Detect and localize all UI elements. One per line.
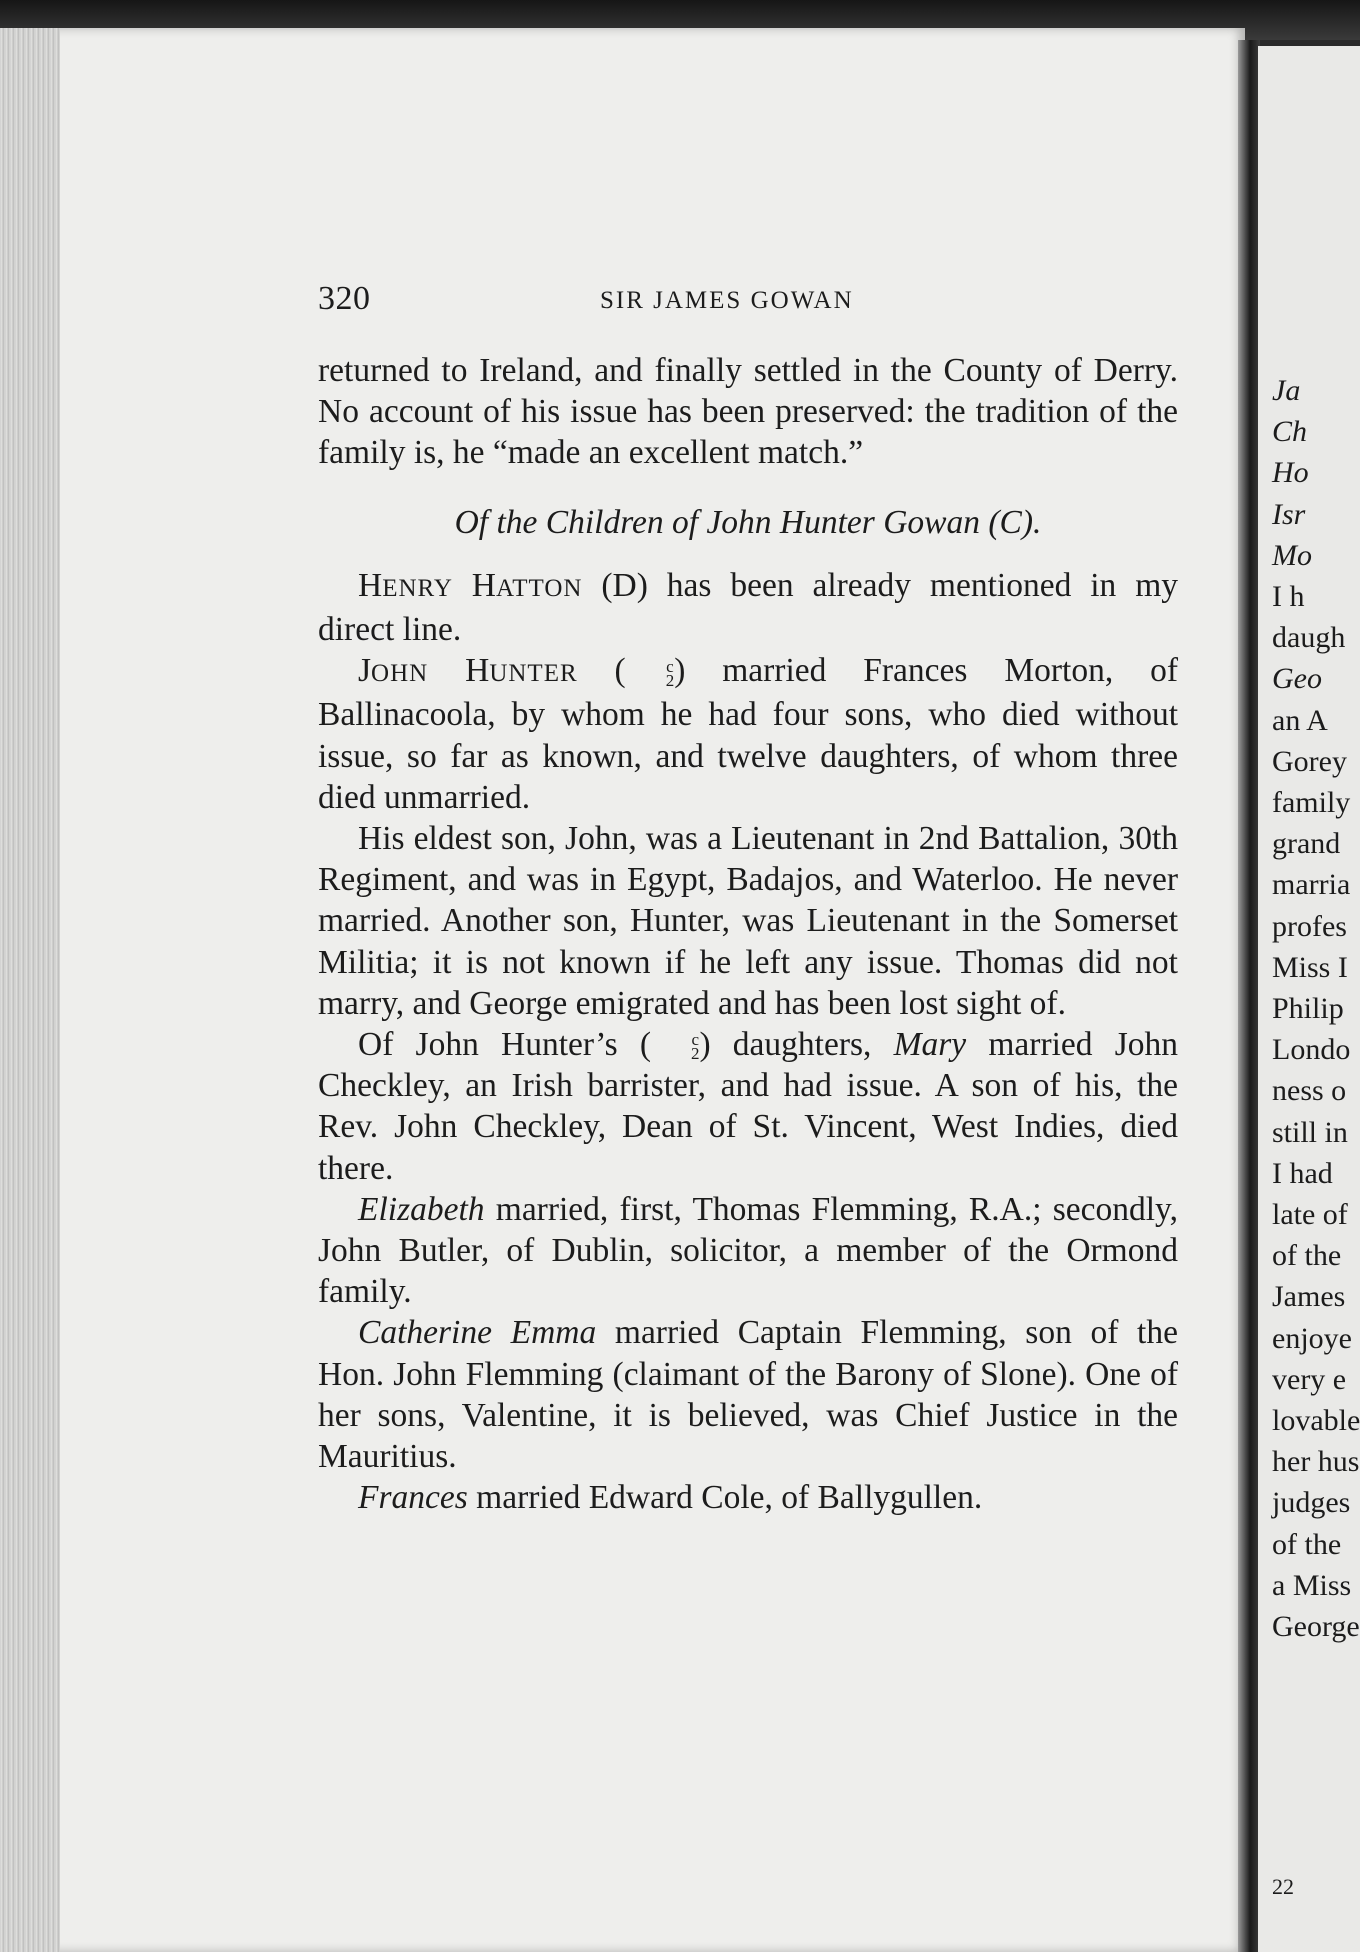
fraction-c-over-2: c 2 [665,656,675,690]
right-page-line: late of [1272,1198,1348,1231]
right-page-line: still in [1272,1115,1348,1149]
right-page-signature: 22 [1272,1874,1294,1899]
right-page-line: lovable [1272,1404,1360,1437]
right-page-line: profes [1272,909,1347,943]
right-page-line: very e [1272,1362,1347,1396]
section-subheading: Of the Children of John Hunter Gowan (C). [454,503,1042,541]
right-page-line: her hus [1272,1445,1360,1479]
right-page-line: marria [1272,868,1351,902]
right-page-line: George [1272,1610,1360,1643]
paragraph-elizabeth: Elizabeth married, first, Thomas Flemming, R.A.; secondly, John Butler, of Dublin, solicitor, a member of the Ormond family. [318,1190,1178,1311]
fraction-c-over-2: c 2 [690,1030,700,1064]
paragraph-henry-hatton: HENRY HATTON (D) has been already mentioned in my direct line. [318,566,1179,649]
paragraph-sons: His eldest son, John, was a Lieutenant in 2nd Battalion, 30th Regiment, and was in Egypt, Badajos, and Waterloo. He never married. Another son, Hunter, was Lieutenant in the Somerset Militia; it is not known if he left any issue. Thomas did not marry, and George emigrated and has been lost sight of. [318,820,1178,1022]
page-header [318,280,1178,326]
page-edges [0,28,60,1952]
paragraph-daughters: Of John Hunter’s ( c 2 ) daughters, Mary married John Checkley, an Irish barrister, and had issue. A son of his, the Rev. John Checkley, Dean of St. Vincent, West Indies, died there. [318,1026,1178,1187]
right-page-line: ness o [1272,1074,1347,1108]
right-page-line: Geo [1272,662,1322,696]
right-page-line: daugh [1272,621,1346,655]
paragraph-frances: Frances married Edward Cole, of Ballygullen. [358,1479,983,1517]
right-page-line: Isr [1272,497,1306,531]
right-page-line: of the [1272,1239,1342,1273]
paragraph-1: returned to Ireland, and finally settled in the County of Derry. No account of his issue has been preserved: the tradition of the family is, he “made an excellent match.” [318,352,1178,472]
right-page-line: Londo [1272,1033,1351,1067]
right-page-line: James [1272,1280,1346,1314]
right-page-line: judges [1272,1486,1351,1520]
right-page-line: Ch [1272,415,1308,449]
right-page-line: Ja [1272,374,1301,407]
right-page-line: of the [1272,1527,1342,1561]
right-page-line: I h [1272,580,1305,613]
paragraph-john-hunter: JOHN HUNTER ( c 2 ) married Frances Morton, of Ballinacoola, by whom he had four sons, who died without issue, so far as known, and twelve daughters, of whom three died unmarried. [318,652,1179,816]
right-page-line: Miss I [1272,950,1348,984]
right-page-line: a Miss [1272,1568,1352,1602]
right-page-line: family [1272,786,1351,819]
body-text [318,350,1178,1518]
right-page-line: Gorey [1272,744,1347,778]
page-number: 320 [318,280,371,317]
paragraph-catherine-emma: Catherine Emma married Captain Flemming, son of the Hon. John Flemming (claimant of the Barony of Slone). One of her sons, Valentine, it is believed, was Chief Justice in the Mauritius. [318,1314,1178,1476]
running-head: SIR JAMES GOWAN [600,287,854,314]
right-page-line: I had [1272,1156,1333,1190]
right-page-line: Mo [1272,538,1312,572]
right-page-line: enjoye [1272,1321,1352,1355]
right-page-line: grand [1272,827,1341,861]
right-page-line: an A [1272,703,1328,737]
right-page-line: Philip [1272,992,1344,1025]
book-gutter [1238,40,1260,1952]
right-page-line: Ho [1272,456,1309,490]
right-page-fragment [1258,46,1360,1952]
